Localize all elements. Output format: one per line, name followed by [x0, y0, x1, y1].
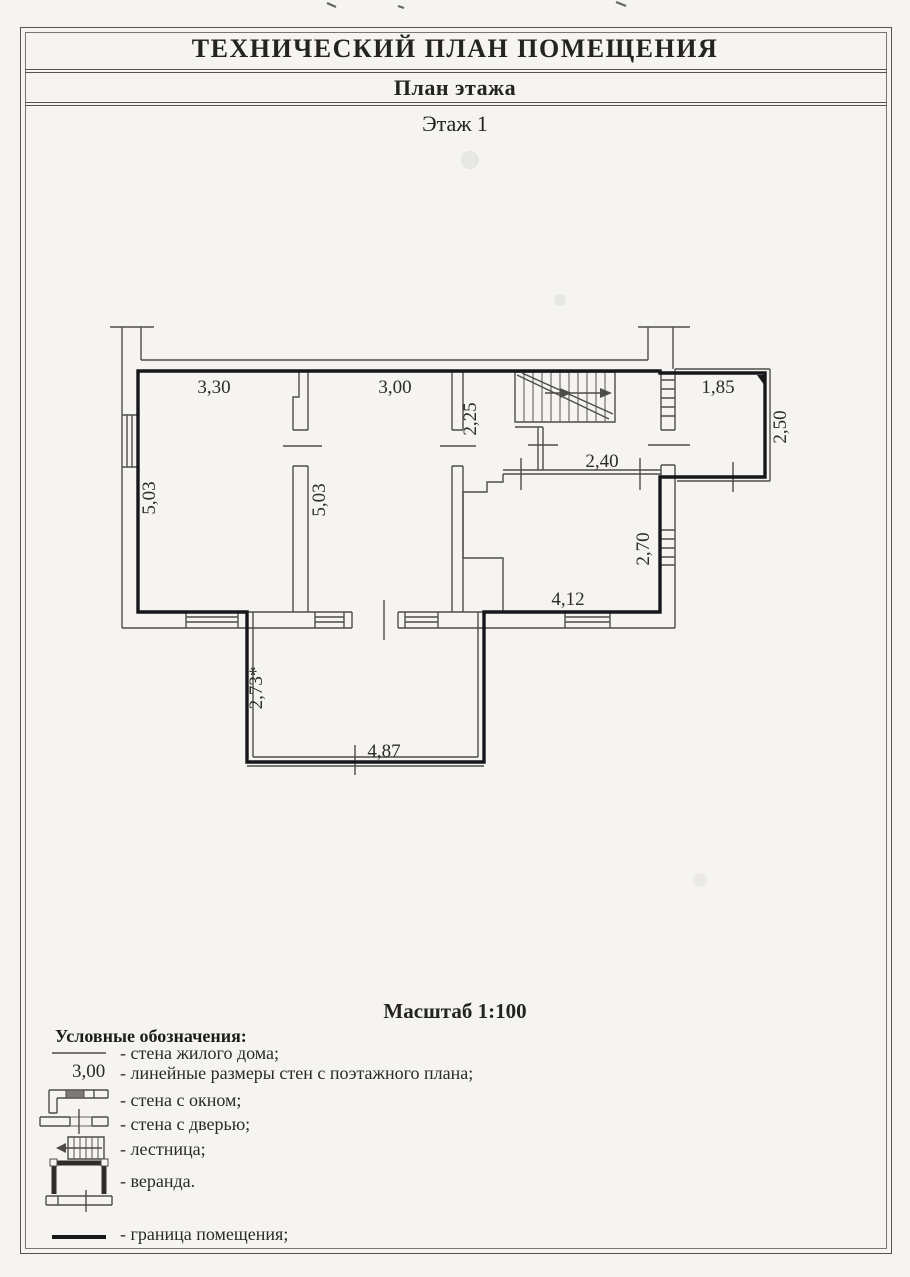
legend-item-window: - стена с окном;: [120, 1090, 242, 1110]
dim-stair-hall-depth: 2,25: [460, 402, 481, 436]
dim-veranda-right-depth: 2,50: [770, 410, 791, 444]
dimension-number-symbol: 3,00: [72, 1061, 106, 1082]
legend-item-veranda: - веранда.: [120, 1171, 196, 1191]
legend-item-stairs: - лестница;: [120, 1139, 206, 1159]
legend-item-wall: - стена жилого дома;: [120, 1043, 280, 1063]
dim-veranda-bottom-depth: 2,73*: [246, 666, 267, 710]
header-separator-1: [25, 69, 887, 73]
dim-room3-width: 4,12: [551, 589, 585, 610]
dim-veranda-right-width: 1,85: [701, 377, 735, 398]
dim-corridor-width: 2,40: [585, 451, 619, 472]
legend-item-dimensions: - линейные размеры стен с поэтажного плана;: [120, 1063, 474, 1083]
legend-item-door: - стена с дверью;: [120, 1114, 251, 1134]
legend-heading: Условные обозначения:: [55, 1026, 247, 1046]
dim-veranda-bottom-width: 4,87: [367, 741, 401, 762]
legend-item-boundary: - граница помещения;: [120, 1224, 289, 1244]
header-separator-2: [25, 102, 887, 106]
dim-room3-depth: 2,70: [633, 532, 654, 566]
scale-label: Масштаб 1:100: [383, 999, 527, 1023]
document-subtitle: План этажа: [393, 75, 517, 100]
dim-room1-depth: 5,03: [139, 481, 160, 515]
dim-room2-depth: 5,03: [309, 483, 330, 517]
floor-label: Этаж 1: [422, 111, 488, 136]
dim-room2-width: 3,00: [378, 377, 412, 398]
document-title: ТЕХНИЧЕСКИЙ ПЛАН ПОМЕЩЕНИЯ: [191, 34, 719, 63]
dim-room1-width: 3,30: [197, 377, 231, 398]
